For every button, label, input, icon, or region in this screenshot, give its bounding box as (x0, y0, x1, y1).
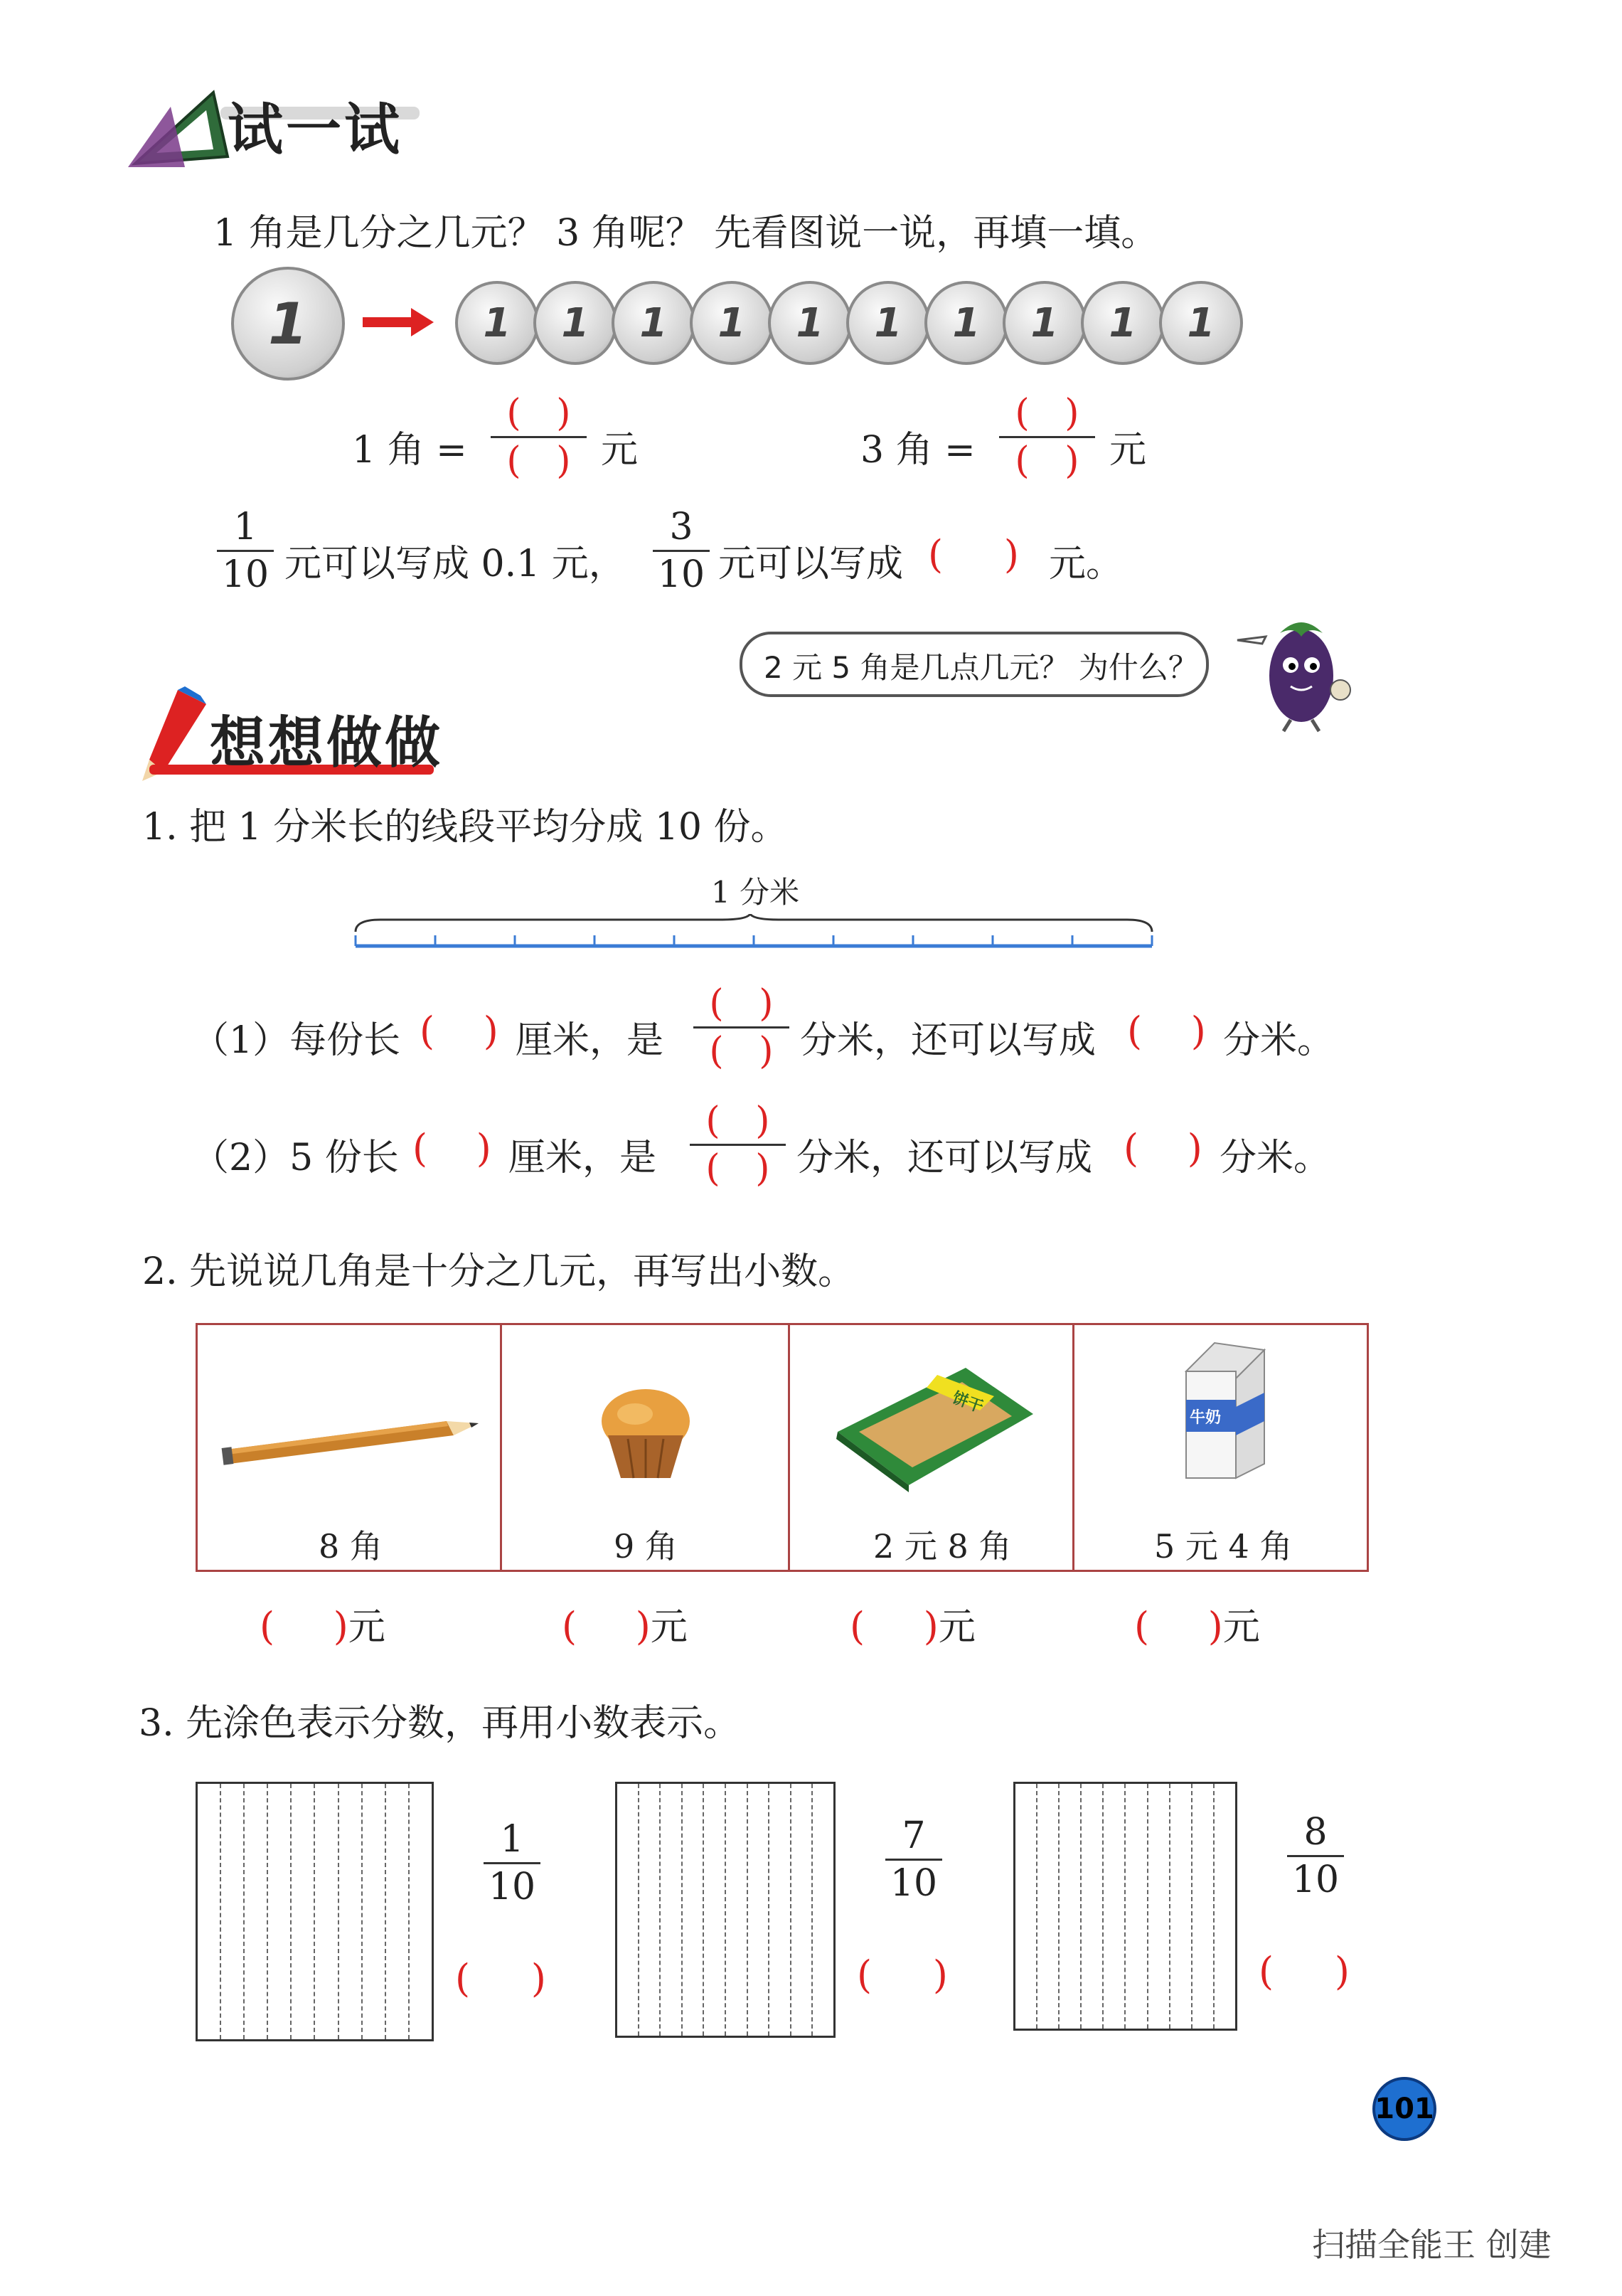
small-coin-icon: 1 (533, 281, 617, 365)
q1-1-c: 分米，还可以写成 (800, 1019, 1097, 1062)
grid-column[interactable] (245, 1784, 268, 2039)
ruler-label: 1 分米 (711, 875, 800, 910)
q1-1-d: 分米。 (1223, 1019, 1335, 1062)
scanner-watermark: 扫描全能王 创建 (1312, 2226, 1552, 2264)
eq1-fraction-blank[interactable]: ( ) ( ) (491, 395, 587, 479)
q1-2-blank-cm[interactable]: ( ) (412, 1126, 491, 1171)
grid-column[interactable] (1126, 1784, 1148, 2029)
q1-1-b: 厘米，是 (516, 1019, 664, 1062)
eggplant-mascot-icon (1209, 597, 1365, 733)
grid-column[interactable] (339, 1784, 363, 2039)
q3-fraction-1: 1 10 (484, 1821, 540, 1906)
line3-yuan: 元。 (1049, 543, 1124, 585)
grid-column[interactable] (617, 1784, 639, 2036)
grid-column[interactable] (1193, 1784, 1215, 2029)
q3-blank-3[interactable]: ( ) (1259, 1949, 1350, 1994)
grid-column[interactable] (661, 1784, 683, 2036)
q2-answer-blank[interactable]: ( )元 (562, 1604, 688, 1649)
q1-1-blank-dm[interactable]: ( ) (1127, 1009, 1206, 1053)
try-question: 1 角是几分之几元？ 3 角呢？ 先看图说一说，再填一填。 (213, 212, 1158, 255)
grid-column[interactable] (410, 1784, 432, 2039)
q3-blank-2[interactable]: ( ) (857, 1952, 948, 1997)
page-number-badge: 101 (1372, 2077, 1436, 2141)
small-coin-icon: 1 (455, 281, 539, 365)
grid-column[interactable] (748, 1784, 770, 2036)
triangle-ruler-icon (128, 78, 235, 171)
q1-2-blank-dm[interactable]: ( ) (1124, 1126, 1202, 1171)
speech-bubble: 2 元 5 角是几点几元？ 为什么？ (740, 632, 1209, 697)
grid-column[interactable] (704, 1784, 726, 2036)
q1-1-fraction-blank[interactable]: ( ) ( ) (693, 985, 789, 1070)
small-coin-icon: 1 (612, 281, 695, 365)
q1-2-d: 分米。 (1220, 1137, 1331, 1179)
q2-answer-blank[interactable]: ( )元 (850, 1604, 976, 1649)
try-section-header (128, 78, 427, 171)
price-muffin: 9 角 (614, 1527, 678, 1566)
q1-1-blank-cm[interactable]: ( ) (420, 1009, 498, 1053)
small-coin-icon: 1 (1081, 281, 1165, 365)
biscuit-icon (831, 1354, 1044, 1496)
fraction-1-10: 1 10 (217, 509, 274, 593)
svg-text:牛奶: 牛奶 (1190, 1409, 1222, 1427)
q3-blank-1[interactable]: ( ) (455, 1956, 546, 2001)
small-coin-icon: 1 (768, 281, 852, 365)
q3-fraction-3: 8 10 (1287, 1814, 1344, 1898)
small-coin-icon: 1 (924, 281, 1008, 365)
q2-text: 2. 先说说几角是十分之几元，再写出小数。 (142, 1250, 855, 1293)
q2-answer-blank[interactable]: ( )元 (1134, 1604, 1260, 1649)
q1-2-a: （2）5 份长 (192, 1137, 399, 1179)
q1-2-b: 厘米，是 (508, 1137, 657, 1179)
grid-column[interactable] (363, 1784, 386, 2039)
price-biscuit: 2 元 8 角 (873, 1527, 1012, 1566)
grid-column[interactable] (1215, 1784, 1235, 2029)
q2-answer-blank[interactable]: ( )元 (260, 1604, 385, 1649)
grid-column[interactable] (292, 1784, 315, 2039)
grid-column[interactable] (198, 1784, 221, 2039)
q1-text: 1. 把 1 分米长的线段平均分成 10 份。 (142, 806, 788, 849)
eq2-right: 元 (1109, 429, 1147, 472)
small-coin-icon: 1 (1159, 281, 1243, 365)
q3-fraction-2: 7 10 (885, 1817, 942, 1902)
price-milk: 5 元 4 角 (1154, 1527, 1293, 1566)
grid-column[interactable] (1037, 1784, 1060, 2029)
muffin-icon (592, 1382, 699, 1489)
q1-1-a: （1）每份长 (192, 1019, 401, 1062)
grid-column[interactable] (769, 1784, 791, 2036)
grid-column[interactable] (639, 1784, 661, 2036)
pencil-icon (219, 1410, 482, 1467)
grid-column[interactable] (221, 1784, 245, 2039)
q1-2-c: 分米，还可以写成 (796, 1137, 1093, 1179)
milk-carton-icon (1172, 1336, 1279, 1492)
red-arrow-icon (363, 304, 434, 340)
big-coin-icon: 1 (231, 267, 345, 381)
eq2-fraction-blank[interactable]: ( ) ( ) (999, 395, 1095, 479)
grid-column[interactable] (791, 1784, 813, 2036)
eq1-left: 1 角 = (352, 429, 467, 472)
fraction-3-10: 3 10 (653, 509, 710, 593)
line3-end: 元可以写成 (718, 543, 904, 585)
q3-text: 3. 先涂色表示分数，再用小数表示。 (139, 1702, 741, 1745)
q1-2-fraction-blank[interactable]: ( ) ( ) (690, 1102, 786, 1187)
eq2-left: 3 角 = (860, 429, 976, 472)
think-section-title: 想想做做 (210, 711, 444, 775)
shading-grid-1[interactable] (196, 1782, 434, 2041)
grid-column[interactable] (726, 1784, 748, 2036)
line3-mid: 元可以写成 0.1 元， (284, 543, 626, 585)
grid-column[interactable] (813, 1784, 833, 2036)
think-section-header (135, 683, 448, 782)
price-pencil: 8 角 (319, 1527, 383, 1566)
grid-column[interactable] (1082, 1784, 1104, 2029)
grid-column[interactable] (386, 1784, 410, 2039)
eq1-right: 元 (601, 429, 639, 472)
ruler-segment (352, 914, 1156, 957)
grid-column[interactable] (683, 1784, 705, 2036)
line3-blank[interactable]: ( ) (928, 532, 1019, 577)
grid-column[interactable] (1060, 1784, 1082, 2029)
try-section-title: 试一试 (228, 98, 403, 162)
price-table (196, 1323, 1369, 1572)
grid-column[interactable] (315, 1784, 338, 2039)
grid-column[interactable] (268, 1784, 292, 2039)
small-coin-icon: 1 (690, 281, 774, 365)
grid-column[interactable] (1104, 1784, 1126, 2029)
grid-column[interactable] (1148, 1784, 1170, 2029)
small-coin-icon: 1 (846, 281, 930, 365)
grid-column[interactable] (1015, 1784, 1037, 2029)
shading-grid-3[interactable] (1013, 1782, 1237, 2031)
shading-grid-2[interactable] (615, 1782, 836, 2038)
svg-text:饼干: 饼干 (949, 1389, 986, 1417)
grid-column[interactable] (1170, 1784, 1193, 2029)
small-coin-icon: 1 (1003, 281, 1087, 365)
